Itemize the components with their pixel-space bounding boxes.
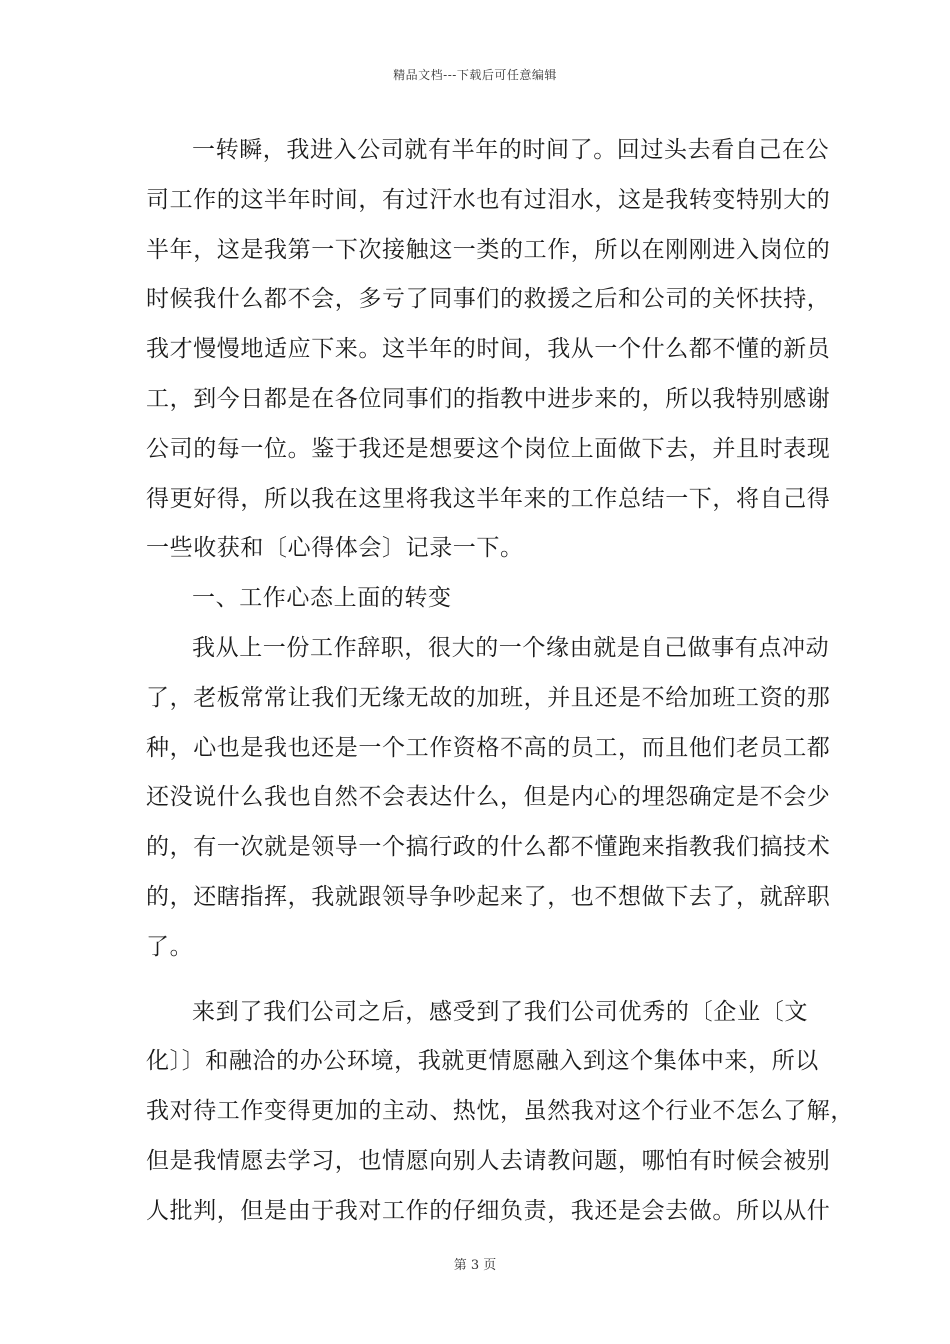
page-header: 精品文档---下载后可任意编辑 — [393, 68, 557, 82]
paragraph-line: 司工作的这半年时间，有过汗水也有过泪水，这是我转变特别大的 — [146, 186, 831, 213]
paragraph-line: 公司的每一位。鉴于我还是想要这个岗位上面做下去，并且时表现 — [146, 435, 831, 462]
paragraph-line: 时候我什么都不会，多亏了同事们的救援之后和公司的关怀扶持， — [146, 286, 831, 313]
paragraph-line: 我对待工作变得更加的主动、热忱，虽然我对这个行业不怎么了解， — [146, 1098, 854, 1125]
paragraph-line: 我从上一份工作辞职，很大的一个缘由就是自己做事有点冲动 — [192, 634, 830, 661]
document-body — [146, 126, 854, 1237]
paragraph-line: 得更好得，所以我在这里将我这半年来的工作总结一下，将自己得 — [146, 485, 831, 512]
paragraph-line: 半年，这是我第一下次接触这一类的工作，所以在刚刚进入岗位的 — [146, 236, 831, 263]
paragraph-line: 的，有一次就是领导一个搞行政的什么都不懂跑来指教我们搞技术 — [146, 834, 831, 861]
paragraph-line: 但是我情愿去学习，也情愿向别人去请教问题，哪怕有时候会被别 — [146, 1147, 831, 1174]
section-heading: 一、工作心态上面的转变 — [192, 585, 452, 612]
paragraph-line: 种，心也是我也还是一个工作资格不高的员工，而且他们老员工都 — [146, 734, 831, 761]
paragraph-line: 一些收获和〔心得体会〕记录一下。 — [146, 535, 524, 562]
paragraph-line: 一转瞬，我进入公司就有半年的时间了。回过头去看自己在公 — [192, 137, 830, 163]
paragraph-line: 了。 — [146, 933, 194, 960]
page-number: 第 3 页 — [453, 1258, 497, 1273]
paragraph-line: 来到了我们公司之后，感受到了我们公司优秀的〔企业〔文 — [192, 998, 808, 1025]
paragraph-line: 我才慢慢地适应下来。这半年的时间，我从一个什么都不懂的新员 — [146, 336, 831, 363]
paragraph-line: 人批判，但是由于我对工作的仔细负责，我还是会去做。所以从什 — [146, 1197, 831, 1224]
paragraph-line: 工，到今日都是在各位同事们的指教中进步来的，所以我特别感谢 — [146, 385, 831, 412]
paragraph-line: 的，还瞎指挥，我就跟领导争吵起来了，也不想做下去了，就辞职 — [146, 883, 831, 910]
paragraph-line: 化〕〕和融洽的办公环境，我就更情愿融入到这个集体中来，所以 — [146, 1048, 819, 1075]
paragraph-line: 了，老板常常让我们无缘无故的加班，并且还是不给加班工资的那 — [146, 684, 831, 711]
paragraph-line: 还没说什么我也自然不会表达什么，但是内心的埋怨确定是不会少 — [146, 784, 831, 811]
